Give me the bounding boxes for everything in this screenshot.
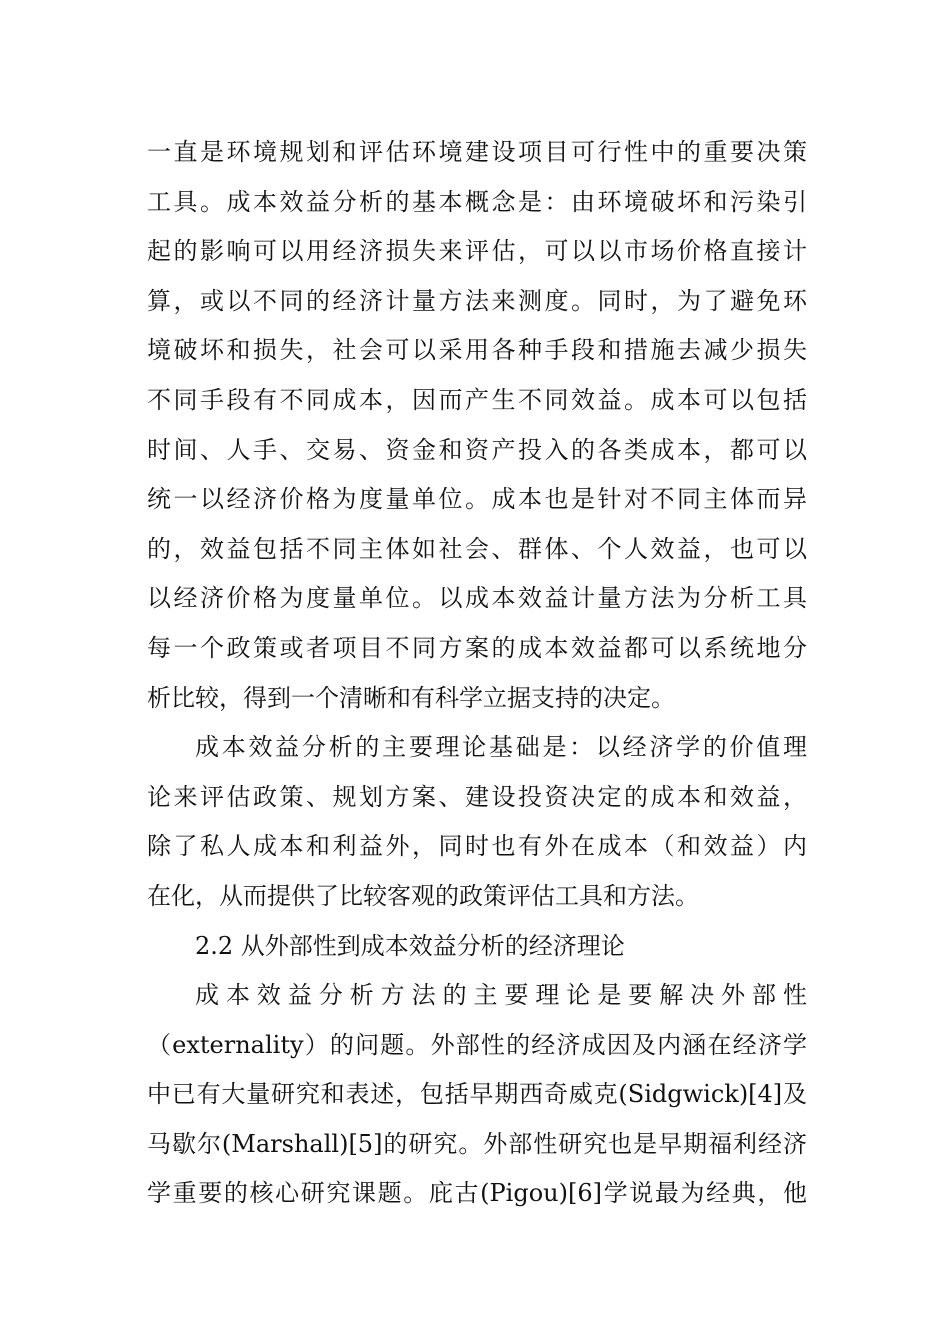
text-line: 工具。成本效益分析的基本概念是：由环境破坏和污染引 (147, 187, 807, 216)
text-line: 不同手段有不同成本，因而产生不同效益。成本可以包括 (147, 385, 807, 414)
text-line: 析比较，得到一个清晰和有科学立据支持的决定。 (147, 683, 675, 712)
section-heading: 2.2 从外部性到成本效益分析的经济理论 (195, 931, 625, 960)
text-line: 论来评估政策、规划方案、建设投资决定的成本和效益， (147, 782, 807, 811)
text-line: 一直是环境规划和评估环境建设项目可行性中的重要决策 (147, 138, 807, 166)
text-line: （externality）的问题。外部性的经济成因及内涵在经济学 (147, 1030, 807, 1059)
text-line: 中已有大量研究和表述，包括早期西奇威克(Sidgwick)[4]及 (147, 1080, 807, 1109)
paragraph-first-line: 成本效益分析方法的主要理论是要解决外部性 (195, 981, 807, 1010)
text-line: 算，或以不同的经济计量方法来测度。同时，为了避免环 (147, 286, 807, 315)
text-line: 时间、人手、交易、资金和资产投入的各类成本，都可以 (147, 435, 807, 464)
text-line: 统一以经济价格为度量单位。成本也是针对不同主体而异 (147, 485, 807, 514)
text-line: 境破坏和损失，社会可以采用各种手段和措施去减少损失 (147, 336, 807, 365)
paragraph-first-line: 成本效益分析的主要理论基础是：以经济学的价值理 (195, 733, 807, 762)
text-line: 在化，从而提供了比较客观的政策评估工具和方法。 (147, 881, 699, 910)
text-line: 每一个政策或者项目不同方案的成本效益都可以系统地分 (147, 633, 807, 662)
text-line: 起的影响可以用经济损失来评估，可以以市场价格直接计 (147, 237, 807, 266)
text-line: 马歇尔(Marshall)[5]的研究。外部性研究也是早期福利经济 (147, 1129, 807, 1158)
text-line: 以经济价格为度量单位。以成本效益计量方法为分析工具 (147, 584, 807, 613)
text-line: 学重要的核心研究课题。庇古(Pigou)[6]学说最为经典，他 (147, 1179, 807, 1208)
text-line: 除了私人成本和利益外，同时也有外在成本（和效益）内 (147, 832, 807, 861)
body-text (147, 128, 807, 1219)
text-line: 的，效益包括不同主体如社会、群体、个人效益，也可以 (147, 534, 807, 563)
